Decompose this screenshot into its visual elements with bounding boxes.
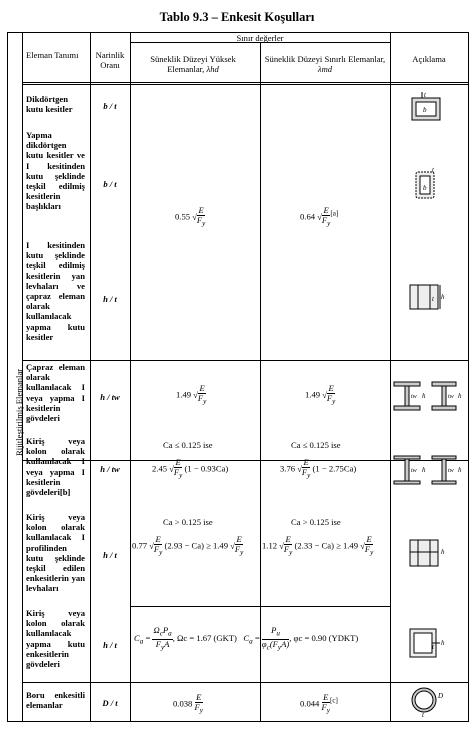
built-up-i-icon [430, 378, 466, 414]
header-element: Eleman Tanımı [26, 50, 79, 60]
svg-text:tw: tw [411, 394, 417, 400]
svg-text:D: D [438, 692, 444, 700]
svg-text:h: h [422, 392, 426, 400]
formula-g1-high: 0.55 √ $\frac{E}{F_y}$ [175, 205, 206, 228]
formula-g3-high: 2.45 √ $\frac{E}{F_y}$ (1 − 0.93Ca) [152, 457, 229, 480]
beam-built-up-i-icon [430, 452, 466, 488]
beam-i-icon [392, 452, 428, 488]
svg-text:t: t [422, 711, 424, 718]
header-limits: Sınır değerler [236, 33, 284, 43]
row-name-5: Kiriş veya kolon olarak kullanılacak I veya yapma I kesitlerin gövdeleri[b] [26, 436, 85, 498]
header-ratio: Narinlik Oranı [95, 50, 125, 71]
formula-g4-high-cond: Ca > 0.125 ise [163, 517, 213, 527]
ratio-7: h / t [103, 640, 117, 650]
formula-g4-limited-cond: Ca > 0.125 ise [291, 517, 341, 527]
row-name-2: Yapma dikdörtgen kutu kesitler ve I kesitinden kutu şeklinde teşkil edilmiş kesitlerin başlıkları [26, 130, 85, 212]
svg-text:t: t [432, 643, 434, 651]
header-limited: Süneklik Düzeyi Sınırlı Elemanlar, λmd [264, 54, 386, 75]
formula-g3-high-cond: Ca ≤ 0.125 ise [163, 440, 213, 450]
formula-g1-limited: 0.64 √ $\frac{E}{F_y}$ [a] [300, 205, 339, 228]
svg-text:h: h [458, 392, 462, 400]
formula-g3-limited: 3.76 √ $\frac{E}{F_y}$ (1 − 2.75Ca) [280, 457, 357, 480]
built-up-box-web-icon [408, 627, 446, 661]
formula-g5: $C_a$ = $\frac{\Omega_cP_a}{F_yA}$ , Ωc = 1.67 (GKT) $C_a$ = $\frac{P_u}{\varphi_c(F_yA)}$ , φc = 0.90 (YDKT) [134, 625, 359, 652]
row-name-8: Boru enkesitli elemanlar [26, 690, 85, 711]
beam-i-to-box-icon [408, 538, 446, 570]
ratio-4: h / tw [100, 392, 120, 402]
row-name-7: Kiriş veya kolon olarak kullanılacak yapma kutu enkesitlerin gövdeleri [26, 608, 85, 670]
svg-text:h: h [458, 466, 462, 474]
ratio-2: b / t [103, 179, 117, 189]
header-high: Süneklik Düzeyi Yüksek Elemanlar, λhd [150, 54, 236, 75]
svg-text:h: h [441, 639, 445, 647]
formula-g4-limited: 1.12 √ $\frac{E}{F_y}$ (2.33 − Ca) ≥ 1.49 √ $\frac{E}{F_y}$ [262, 534, 374, 557]
svg-text:h: h [422, 466, 426, 474]
row-name-3: I kesitinden kutu şeklinde teşkil edilmiş kesitlerin yan levhaları ve çapraz eleman olarak kullanılacak yapma kutu kesitler [26, 240, 85, 342]
ratio-6: h / t [103, 550, 117, 560]
svg-text:t: t [424, 92, 426, 99]
svg-text:h: h [441, 293, 445, 301]
formula-g6-high: 0.038 $\frac{E}{F_y}$ [173, 692, 203, 715]
header-note: Açıklama [412, 54, 446, 64]
built-up-box-icon [414, 166, 440, 202]
formula-g4-high: 0.77 √ $\frac{E}{F_y}$ (2.93 − Ca) ≥ 1.49 √ $\frac{E}{F_y}$ [132, 534, 244, 557]
svg-text:tw: tw [448, 394, 454, 400]
side-label: Rijitleştirilmiş Elemanlar [14, 368, 24, 456]
row-name-4: Çapraz eleman olarak kullanılacak I veya yapma I kesitlerin gövdeleri [26, 362, 85, 424]
ratio-8: D / t [102, 698, 118, 708]
ratio-3: h / t [103, 294, 117, 304]
formula-g3-limited-cond: Ca ≤ 0.125 ise [291, 440, 341, 450]
formula-g2-limited: 1.49 √ $\frac{E}{F_y}$ [305, 383, 336, 406]
svg-text:t: t [432, 166, 434, 174]
svg-text:b: b [423, 184, 427, 192]
ratio-1: b / t [103, 101, 117, 111]
svg-text:h: h [441, 548, 445, 556]
pipe-section-icon [408, 684, 446, 718]
i-section-icon [392, 378, 428, 414]
svg-text:b: b [423, 106, 427, 114]
ratio-5: h / tw [100, 464, 120, 474]
box-section-icon [410, 92, 444, 126]
table-title: Tablo 9.3 – Enkesit Koşulları [159, 10, 315, 24]
svg-text:tw: tw [448, 468, 454, 474]
row-name-6: Kiriş veya kolon olarak kullanılacak I profilinden kutu şeklinde teşkil edilen enkesitlerin yan levhaları [26, 512, 85, 594]
i-to-box-icon [408, 283, 446, 313]
svg-text:t: t [432, 295, 434, 303]
row-name-1: Dikdörtgen kutu kesitler [26, 94, 73, 115]
svg-text:tw: tw [411, 468, 417, 474]
formula-g6-limited: 0.044 $\frac{E}{F_y}$ [c] [300, 692, 338, 715]
formula-g2-high: 1.49 √ $\frac{E}{F_y}$ [176, 383, 207, 406]
